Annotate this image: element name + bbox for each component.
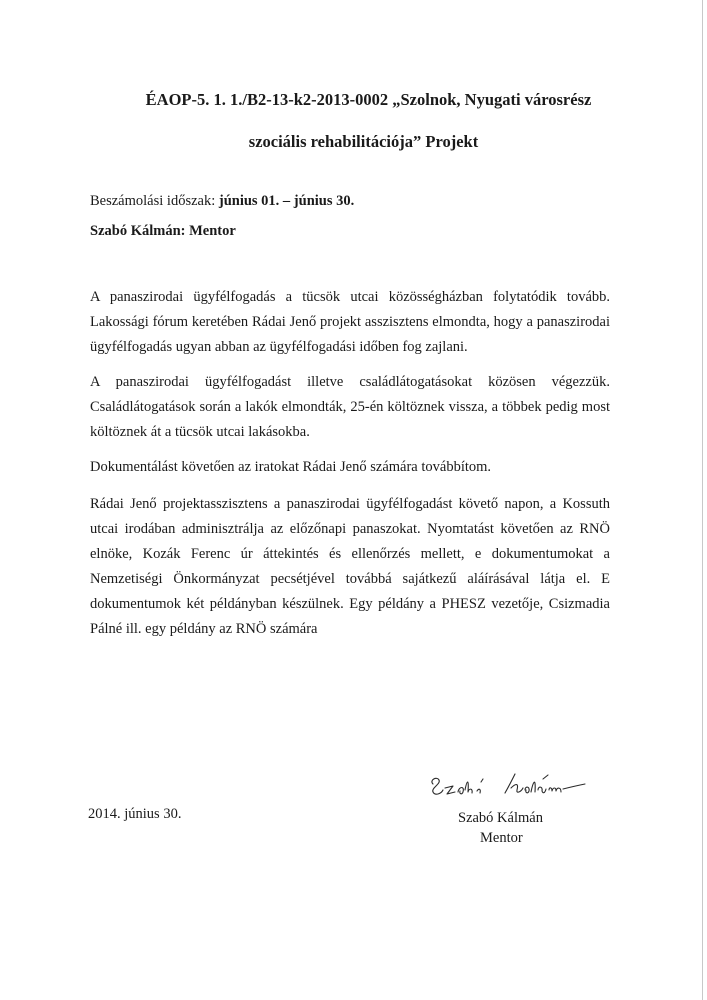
reporting-period-value: június 01. – június 30. <box>218 193 355 209</box>
signer-role: Mentor <box>480 830 523 846</box>
report-author: Szabó Kálmán: Mentor <box>90 223 236 239</box>
reporting-period <box>90 193 354 210</box>
document-title-line-2: szociális rehabilitációja” Projekt <box>248 132 479 151</box>
body-paragraph-4: Rádai Jenő projektasszisztens a panaszirodai ügyfélfogadást követő napon, a Kossuth utcai irodában adminisztrálja az előzőnapi panaszokat. Nyomtatást követően az RNÖ elnöke, Kozák Ferenc úr áttekintés és ellenőrzés mellett, e dokumentumokat a Nemzetiségi Önkormányzat pecsétjével továbbá sajátkezű aláírásával látja el. E dokumentumok két példányban készülnek. Egy példány a PHESZ vezetője, Csizmadia Pálné ill. egy példány az RNÖ számára <box>90 496 610 637</box>
reporting-period-label: Beszámolási időszak: <box>90 193 219 209</box>
handwritten-signature <box>425 766 605 806</box>
body-paragraph-3: Dokumentálást követően az iratokat Rádai Jenő számára továbbítom. <box>90 459 492 475</box>
document-date: 2014. június 30. <box>88 806 182 822</box>
signer-name: Szabó Kálmán <box>458 810 543 826</box>
body-paragraph-2: A panaszirodai ügyfélfogadást illetve családlátogatásokat közösen végezzük. Családlátogatások során a lakók elmondták, 25-én költöznek vissza, a többek pedig most költöznek át a tücsök utcai lakásokba. <box>90 374 610 440</box>
body-paragraph-1: A panaszirodai ügyfélfogadás a tücsök utcai közösségházban folytatódik tovább. Lakossági fórum keretében Rádai Jenő projekt asszisztens elmondta, hogy a panaszirodai ügyfélfogadás ugyan abban az ügyfélfogadási időben fog zajlani. <box>90 289 610 355</box>
document-title-line-1: ÉAOP-5. 1. 1./B2-13-k2-2013-0002 „Szolnok, Nyugati városrész <box>145 90 592 109</box>
